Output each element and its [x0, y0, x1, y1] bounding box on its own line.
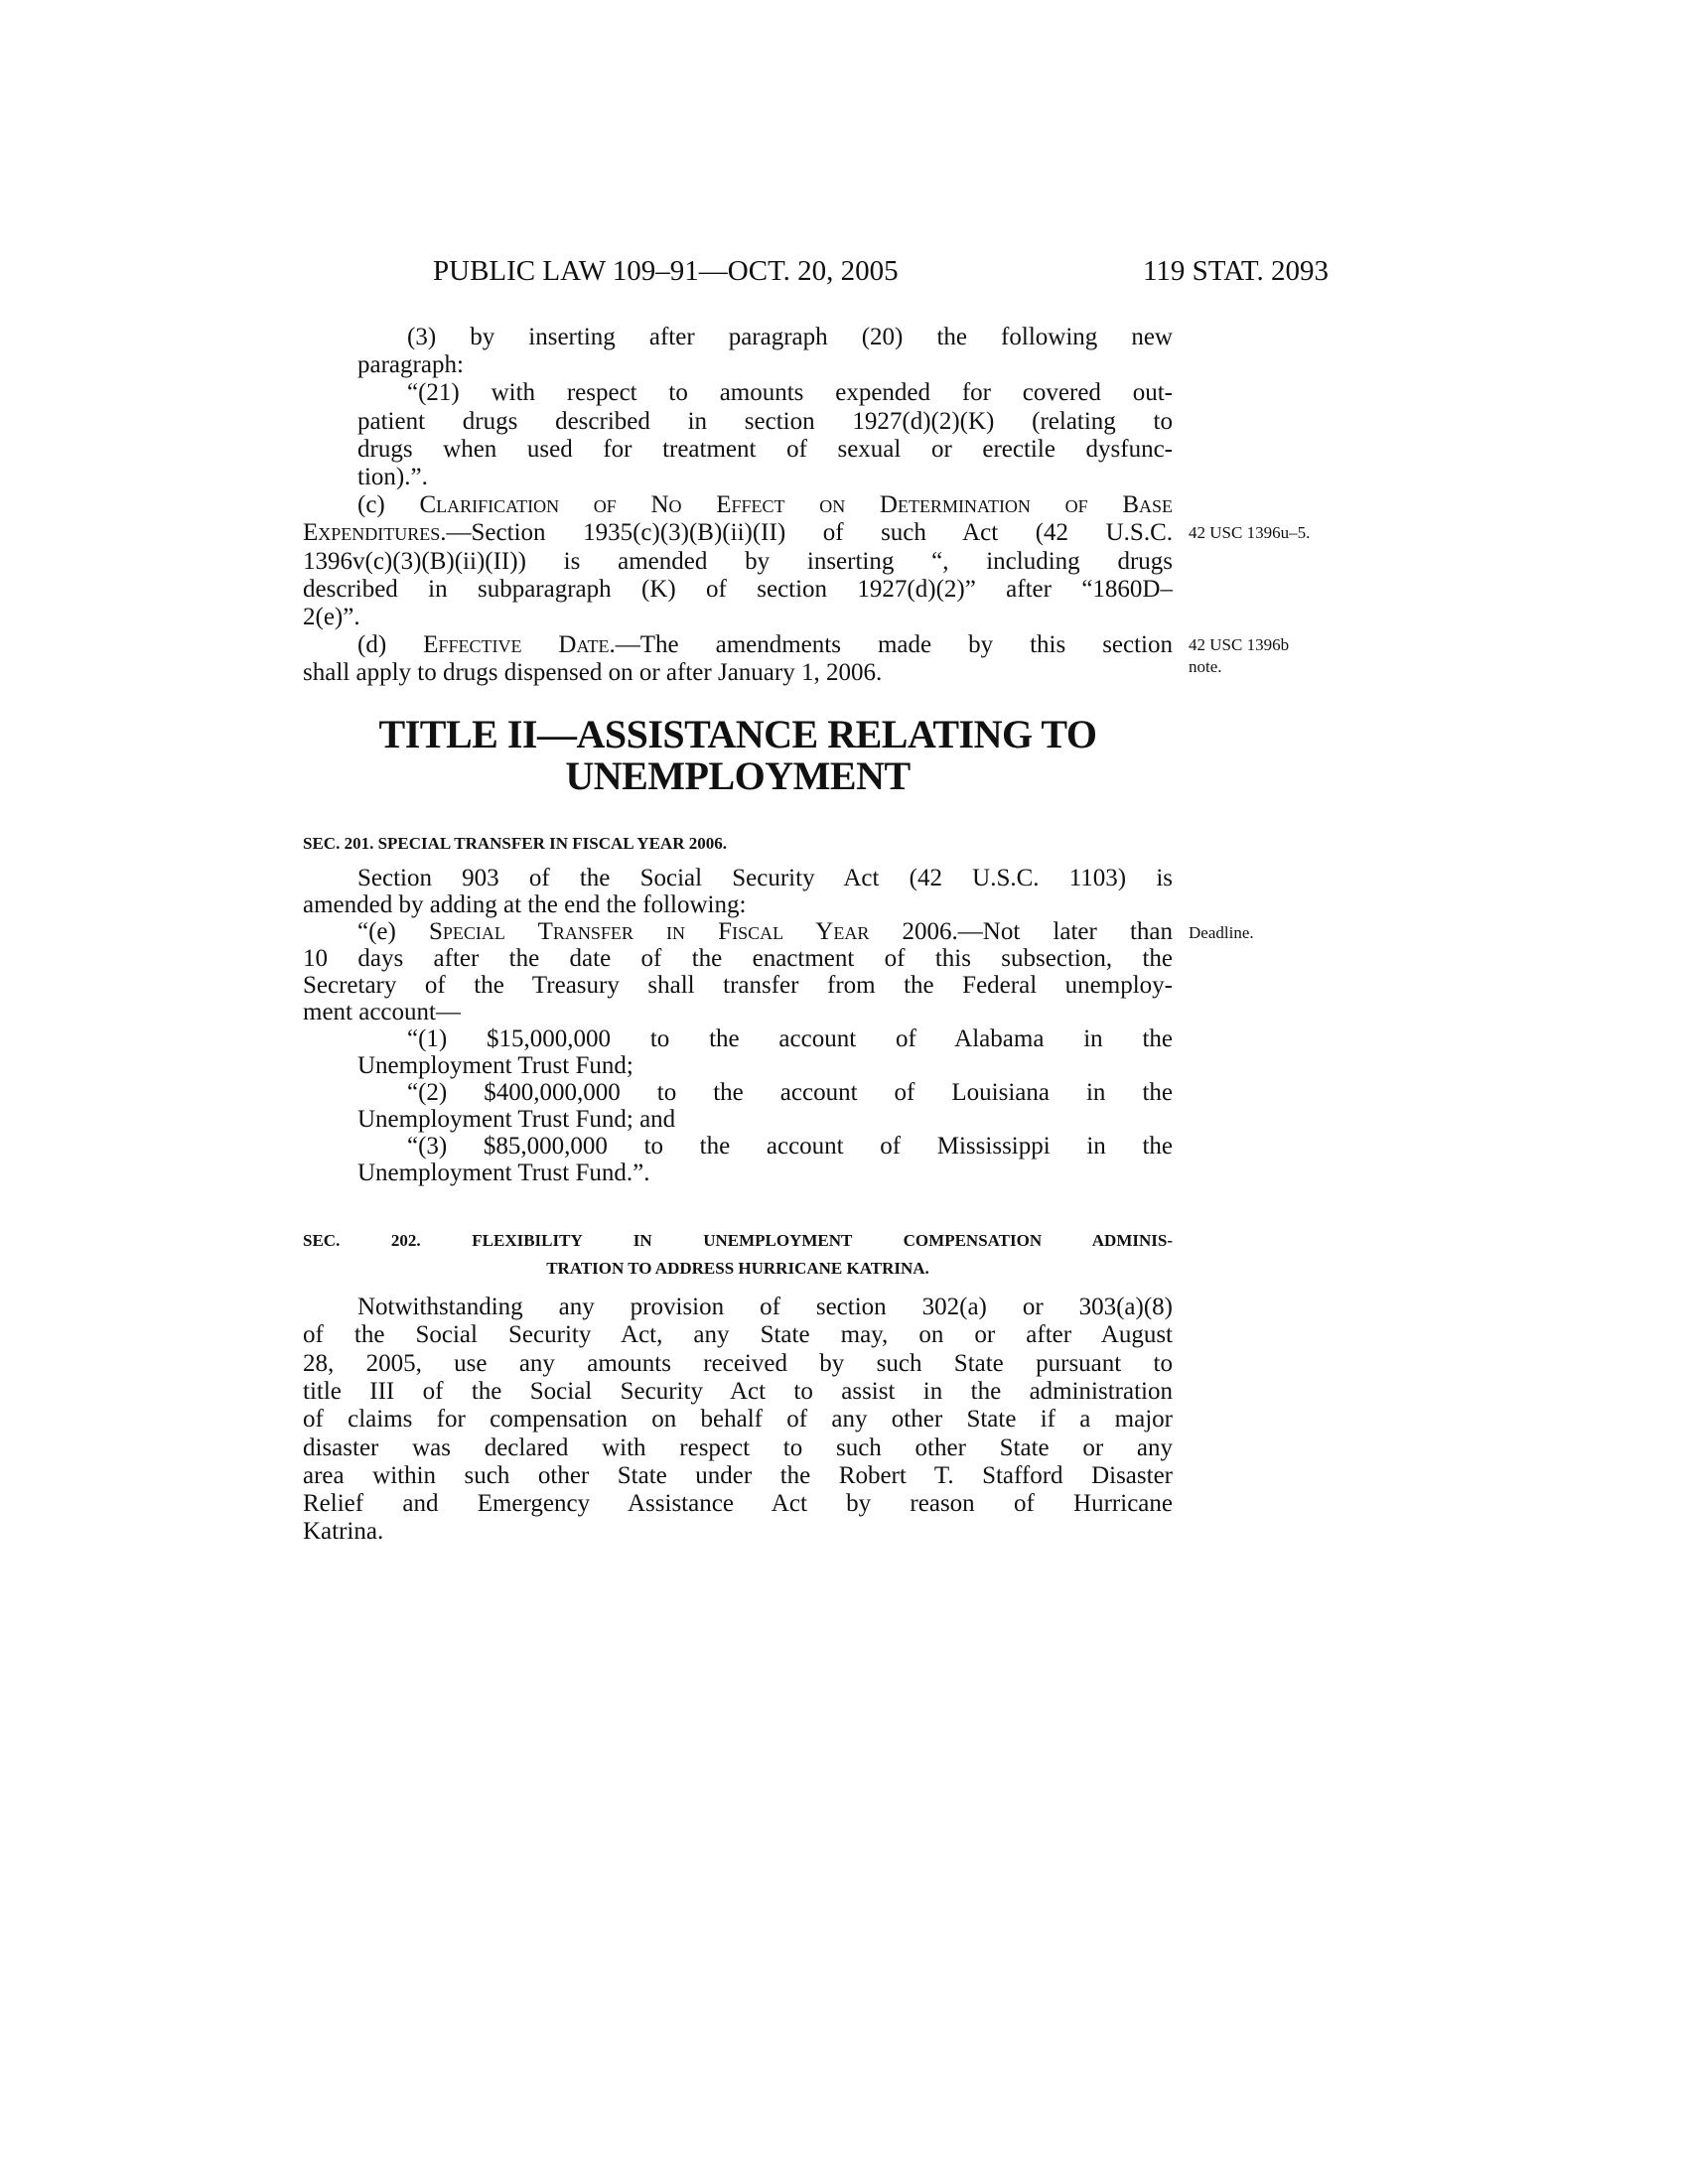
text-line: [303, 1490, 1173, 1518]
text-segment: Katrina.: [303, 1518, 384, 1545]
text-line: [303, 519, 1173, 547]
text-segment: title III of the Social Security Act to assist in the administration: [303, 1378, 1173, 1405]
text-segment: Secretary of the Treasury shall transfer from the Federal unemploy-: [303, 972, 1173, 999]
text-line: [357, 491, 1173, 519]
text-segment: Relief and Emergency Assistance Act by reason of Hurricane: [303, 1490, 1173, 1517]
text-segment: described in subparagraph (K) of section 1927(d)(2)” after “1860D–: [303, 576, 1173, 603]
section-202-heading-line-2: TRATION TO ADDRESS HURRICANE KATRINA.: [546, 1259, 929, 1278]
text-line: [303, 548, 1173, 576]
text-segment: Notwithstanding any provision of section 302(a) or 303(a)(8): [357, 1294, 1173, 1320]
margin-note-deadline: Deadline.: [1189, 923, 1254, 942]
text-line: [303, 1462, 1173, 1490]
text-segment: (d): [357, 631, 424, 658]
section-202-heading-line-1: SEC. 202. FLEXIBILITY IN UNEMPLOYMENT COMPENSATION ADMINIS-: [303, 1231, 1173, 1250]
text-line: [357, 1160, 1173, 1187]
text-segment: (c): [357, 491, 420, 518]
text-segment: 2(e)”.: [303, 604, 360, 630]
text-line: [303, 1518, 1173, 1546]
title-heading-line-2: UNEMPLOYMENT: [565, 753, 911, 798]
text-segment: Section 903 of the Social Security Act (42 U.S.C. 1103) is: [357, 865, 1173, 891]
text-segment: “(21) with respect to amounts expended for covered out-: [407, 379, 1173, 406]
text-segment: ment account—: [303, 999, 461, 1025]
text-line: [407, 1025, 1173, 1053]
text-segment: Special Transfer in Fiscal Year: [429, 918, 870, 945]
text-line: [303, 891, 1173, 919]
text-segment: “(e): [357, 918, 429, 945]
text-segment: 10 days after the date of the enactment of this subsection, the: [303, 945, 1173, 972]
text-segment: paragraph:: [357, 351, 464, 378]
text-line: [357, 865, 1173, 892]
text-line: [303, 604, 1173, 631]
text-segment: of claims for compensation on behalf of any other State if a major: [303, 1406, 1173, 1433]
section-201-heading: SEC. 201. SPECIAL TRANSFER IN FISCAL YEAR 2006.: [303, 834, 727, 853]
text-segment: 28, 2005, use any amounts received by such State pursuant to: [303, 1350, 1173, 1377]
text-segment: drugs when used for treatment of sexual or erectile dysfunc-: [357, 436, 1173, 463]
text-line: [303, 576, 1173, 604]
text-line: [357, 464, 1173, 491]
text-line: [303, 1406, 1173, 1433]
text-segment: tion).”.: [357, 464, 428, 490]
text-segment: Expenditures.: [303, 519, 447, 546]
text-line: [407, 1079, 1173, 1107]
text-line: [357, 351, 1173, 379]
text-segment: of the Social Security Act, any State may, on or after August: [303, 1321, 1173, 1348]
text-line: [303, 1350, 1173, 1378]
margin-note-usc-1396b-note: note.: [1189, 657, 1222, 676]
text-line: [407, 379, 1173, 407]
text-segment: disaster was declared with respect to such other State or any: [303, 1434, 1173, 1461]
text-segment: “(1) $15,000,000 to the account of Alabama in the: [407, 1025, 1173, 1052]
text-segment: “(2) $400,000,000 to the account of Louisiana in the: [407, 1079, 1173, 1106]
text-line: [303, 1378, 1173, 1406]
text-segment: shall apply to drugs dispensed on or after January 1, 2006.: [303, 659, 883, 686]
text-line: [407, 324, 1173, 351]
text-line: [357, 1106, 1173, 1134]
text-segment: —The amendments made by this section: [615, 631, 1174, 658]
text-segment: 1396v(c)(3)(B)(ii)(II)) is amended by inserting “, including drugs: [303, 548, 1173, 575]
text-line: [357, 408, 1173, 436]
text-line: [407, 1133, 1173, 1160]
text-line: [303, 1434, 1173, 1462]
text-segment: area within such other State under the Robert T. Stafford Disaster: [303, 1462, 1173, 1489]
text-segment: Effective Date.: [423, 631, 616, 658]
text-segment: Unemployment Trust Fund; and: [357, 1106, 676, 1133]
text-line: [357, 631, 1173, 659]
text-segment: “(3) $85,000,000 to the account of Mississippi in the: [407, 1133, 1173, 1160]
text-segment: (3) by inserting after paragraph (20) the following new: [407, 324, 1173, 350]
text-segment: Unemployment Trust Fund.”.: [357, 1160, 650, 1186]
text-line: [303, 999, 1173, 1026]
running-head-title: PUBLIC LAW 109–91—OCT. 20, 2005: [433, 255, 899, 287]
text-line: [357, 1294, 1173, 1321]
text-line: [357, 918, 1173, 946]
statute-page-number: 119 STAT. 2093: [1143, 255, 1329, 287]
text-segment: 2006.—Not later than: [869, 918, 1174, 945]
text-line: [303, 1321, 1173, 1349]
text-segment: Clarification of No Effect on Determination of Base: [419, 491, 1173, 518]
title-heading-line-1: TITLE II—ASSISTANCE RELATING TO: [378, 712, 1097, 756]
margin-note-usc-1396u5: 42 USC 1396u–5.: [1189, 523, 1311, 542]
text-segment: amended by adding at the end the following:: [303, 891, 747, 918]
text-line: [303, 659, 1173, 687]
text-line: [303, 945, 1173, 973]
text-segment: Unemployment Trust Fund;: [357, 1052, 633, 1079]
text-line: [303, 972, 1173, 1000]
text-line: [357, 436, 1173, 464]
text-line: [357, 1052, 1173, 1080]
text-segment: patient drugs described in section 1927(d)(2)(K) (relating to: [357, 408, 1173, 435]
text-segment: —Section 1935(c)(3)(B)(ii)(II) of such Act (42 U.S.C.: [446, 519, 1173, 546]
margin-note-usc-1396b: 42 USC 1396b: [1189, 635, 1290, 654]
